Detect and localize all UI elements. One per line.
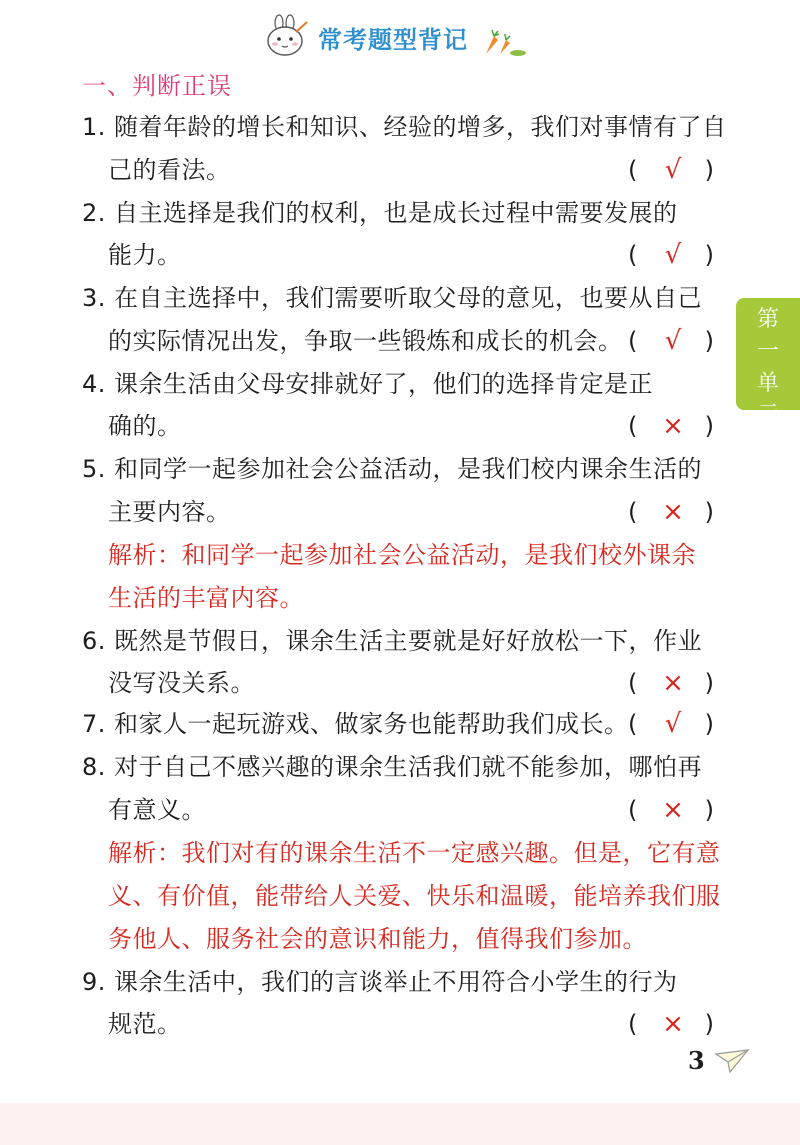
answer-mark-7: √ bbox=[664, 709, 682, 739]
answer-box-5 bbox=[628, 497, 718, 527]
answer-box-8 bbox=[628, 795, 718, 825]
answer-box-1 bbox=[628, 155, 718, 185]
analysis-5-line-1: 解析：和同学一起参加社会公益活动，是我们校外课余 bbox=[108, 541, 696, 569]
answer-bracket-close: ) bbox=[704, 669, 714, 697]
answer-bracket-open: ( bbox=[628, 710, 638, 738]
answer-box-6 bbox=[628, 668, 718, 698]
question-1-line-2: 己的看法。 bbox=[108, 156, 231, 184]
answer-bracket-open: ( bbox=[628, 669, 638, 697]
answer-bracket-close: ) bbox=[704, 412, 714, 440]
answer-bracket-open: ( bbox=[628, 327, 638, 355]
question-8-line-1: 8. 对于自己不感兴趣的课余生活我们就不能参加，哪怕再 bbox=[82, 753, 703, 781]
answer-mark-8: × bbox=[662, 795, 684, 825]
carrot-icon bbox=[480, 28, 528, 58]
question-3-line-2: 的实际情况出发，争取一些锻炼和成长的机会。 bbox=[108, 327, 623, 355]
rabbit-mascot-icon bbox=[262, 14, 310, 58]
unit-side-tab bbox=[736, 298, 800, 428]
answer-bracket-close: ) bbox=[704, 710, 714, 738]
answer-mark-1: √ bbox=[664, 155, 682, 185]
answer-bracket-close: ) bbox=[704, 156, 714, 184]
answer-bracket-open: ( bbox=[628, 796, 638, 824]
answer-bracket-open: ( bbox=[628, 1010, 638, 1038]
answer-box-3 bbox=[628, 326, 718, 356]
answer-box-7 bbox=[628, 709, 718, 739]
question-3-line-1: 3. 在自主选择中，我们需要听取父母的意见，也要从自己 bbox=[82, 284, 703, 312]
header-title: 常考题型背记 bbox=[318, 26, 468, 54]
question-2-line-2: 能力。 bbox=[108, 241, 182, 269]
footer-band bbox=[0, 1103, 800, 1145]
question-2-line-1: 2. 自主选择是我们的权利，也是成长过程中需要发展的 bbox=[82, 199, 678, 227]
paper-plane-icon bbox=[714, 1048, 750, 1074]
answer-mark-3: √ bbox=[664, 326, 682, 356]
answer-bracket-close: ) bbox=[704, 241, 714, 269]
analysis-8-line-1: 解析：我们对有的课余生活不一定感兴趣。但是，它有意 bbox=[108, 839, 721, 867]
question-5-line-2: 主要内容。 bbox=[108, 498, 231, 526]
question-6-line-2: 没写没关系。 bbox=[108, 669, 255, 697]
answer-bracket-open: ( bbox=[628, 156, 638, 184]
section-title: 一、判断正误 bbox=[82, 72, 232, 100]
answer-box-2 bbox=[628, 240, 718, 270]
question-6-line-1: 6. 既然是节假日，课余生活主要就是好好放松一下，作业 bbox=[82, 627, 703, 655]
question-7-line-1: 7. 和家人一起玩游戏、做家务也能帮助我们成长。 bbox=[82, 710, 629, 738]
answer-bracket-open: ( bbox=[628, 412, 638, 440]
question-4-line-2: 确的。 bbox=[108, 412, 182, 440]
answer-bracket-close: ) bbox=[704, 327, 714, 355]
analysis-5-line-2: 生活的丰富内容。 bbox=[108, 584, 304, 612]
page-number: 3 bbox=[688, 1046, 705, 1075]
analysis-8-line-3: 务他人、服务社会的意识和能力，值得我们参加。 bbox=[108, 925, 647, 953]
answer-bracket-close: ) bbox=[704, 1010, 714, 1038]
question-1-line-1: 1. 随着年龄的增长和知识、经验的增多，我们对事情有了自 bbox=[82, 113, 727, 141]
question-8-line-2: 有意义。 bbox=[108, 796, 206, 824]
answer-mark-9: × bbox=[662, 1009, 684, 1039]
question-9-line-2: 规范。 bbox=[108, 1010, 182, 1038]
question-5-line-1: 5. 和同学一起参加社会公益活动，是我们校内课余生活的 bbox=[82, 455, 703, 483]
answer-box-4 bbox=[628, 411, 718, 441]
answer-mark-6: × bbox=[662, 668, 684, 698]
answer-mark-4: × bbox=[662, 411, 684, 441]
answer-mark-5: × bbox=[662, 497, 684, 527]
question-9-line-1: 9. 课余生活中，我们的言谈举止不用符合小学生的行为 bbox=[82, 968, 678, 996]
answer-bracket-open: ( bbox=[628, 241, 638, 269]
answer-bracket-close: ) bbox=[704, 498, 714, 526]
answer-box-9 bbox=[628, 1009, 718, 1039]
page-header bbox=[0, 12, 800, 60]
unit-side-tab-label: 第一单元 bbox=[756, 307, 779, 428]
question-4-line-1: 4. 课余生活由父母安排就好了，他们的选择肯定是正 bbox=[82, 370, 654, 398]
answer-mark-2: √ bbox=[664, 240, 682, 270]
answer-bracket-open: ( bbox=[628, 498, 638, 526]
answer-bracket-close: ) bbox=[704, 796, 714, 824]
analysis-8-line-2: 义、有价值，能带给人关爱、快乐和温暖，能培养我们服 bbox=[108, 882, 721, 910]
